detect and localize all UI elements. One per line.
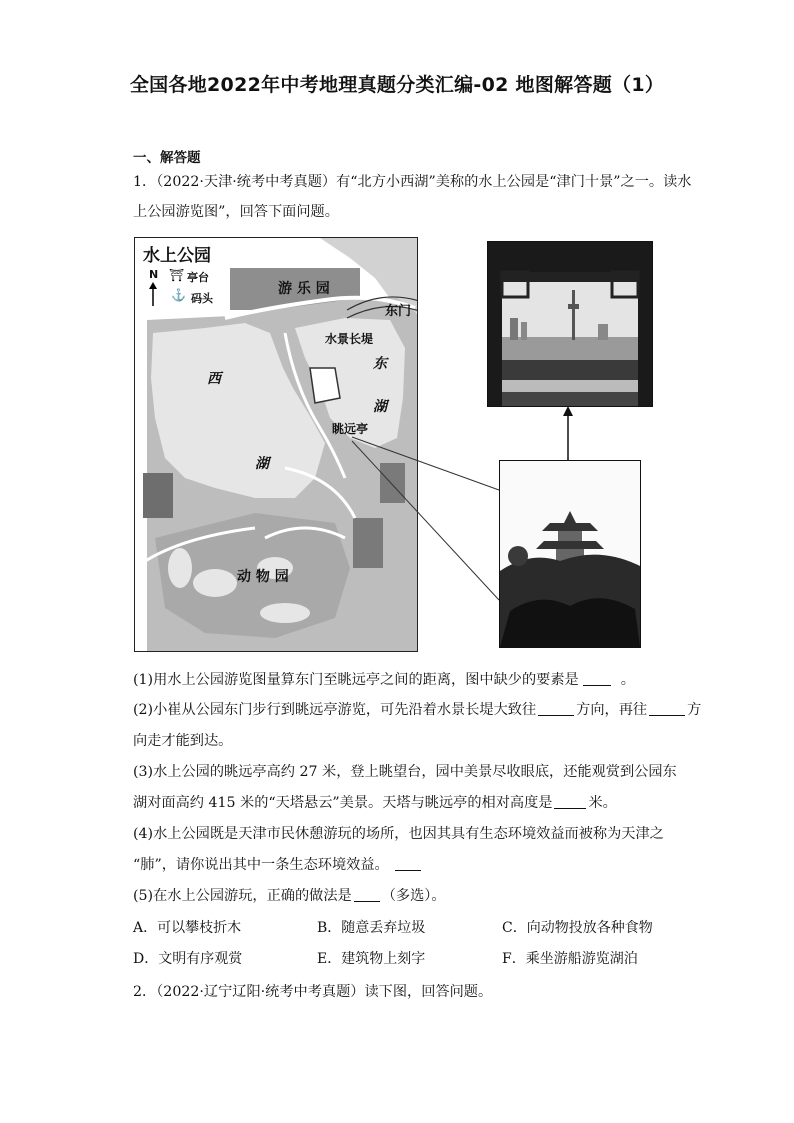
pavilion-icon: ⛩: [169, 268, 185, 282]
option-a[interactable]: A．可以攀枝折木: [133, 920, 242, 936]
section-heading: 一、解答题: [133, 150, 201, 166]
amusement-park-label: 游 乐 园: [278, 281, 330, 297]
east-gate-label: 东门: [385, 304, 412, 319]
q1-sub3-line1: (3)水上公园的眺远亭高约 27 米，登上眺望台，园中美景尽收眼底，还能观赏到公园东: [133, 764, 677, 780]
answer-blank-2b[interactable]: [649, 701, 685, 716]
option-c[interactable]: C．向动物投放各种食物: [502, 920, 653, 936]
legend-pier-label: 码头: [191, 292, 213, 305]
option-b[interactable]: B．随意丢弃垃圾: [317, 920, 426, 936]
q1-sub2-line2: 向走才能到达。: [133, 733, 233, 749]
causeway-label: 水景长堤: [325, 332, 374, 346]
option-d[interactable]: D．文明有序观赏: [133, 951, 243, 967]
west-lake-label-1: 西: [207, 371, 221, 387]
q1-sub2-line1: (2)小崔从公园东门步行到眺远亭游览，可先沿着水景长堤大致往 方向，再往 方: [133, 702, 702, 718]
answer-blank-4[interactable]: [395, 856, 421, 871]
west-lake-label-2: 湖: [255, 456, 269, 472]
window-view-photo: [487, 241, 653, 407]
answer-blank-1[interactable]: [583, 671, 611, 686]
north-label: N: [149, 268, 159, 281]
page-title: 全国各地2022年中考地理真题分类汇编-02 地图解答题（1）: [129, 74, 665, 96]
option-e[interactable]: E．建筑物上刻字: [317, 951, 426, 967]
answer-blank-2a[interactable]: [538, 701, 574, 716]
legend-pavilion-label: 亭台: [187, 271, 209, 284]
east-lake-label-2: 湖: [373, 399, 387, 415]
q1-intro-line1: 1．（2022·天津·统考中考真题）有“北方小西湖”美称的水上公园是“津门十景”之一。读水: [133, 174, 692, 190]
q1-sub1: (1)用水上公园游览图量算东门至眺远亭之间的距离，图中缺少的要素是 。: [133, 672, 635, 688]
map-title: 水上公园: [143, 246, 211, 266]
q1-sub4-line2: “肺”，请你说出其中一条生态环境效益。: [133, 855, 421, 875]
answer-blank-3[interactable]: [554, 794, 586, 809]
q2-intro: 2．（2022·辽宁辽阳·统考中考真题）读下图，回答问题。: [133, 984, 493, 1000]
pier-icon: ⚓: [171, 288, 186, 302]
zoo-label: 动 物 园: [237, 569, 289, 585]
option-f[interactable]: F．乘坐游船游览湖泊: [502, 951, 638, 967]
q1-intro-line2: 上公园游览图”，回答下面问题。: [133, 204, 339, 220]
east-lake-label-1: 东: [373, 356, 387, 372]
pavilion-photo: [499, 460, 641, 648]
q1-sub5: (5)在水上公园游玩，正确的做法是 （多选）。: [133, 888, 446, 904]
q1-sub4-line1: (4)水上公园既是天津市民休憩游玩的场所，也因其具有生态环境效益而被称为天津之: [133, 826, 664, 842]
q1-sub3-line2: 湖对面高约 415 米的“天塔悬云”美景。天塔与眺远亭的相对高度是 米。: [133, 795, 617, 811]
tiaoyuan-pavilion-label: 眺远亭: [332, 422, 369, 436]
answer-blank-5[interactable]: [354, 887, 380, 902]
